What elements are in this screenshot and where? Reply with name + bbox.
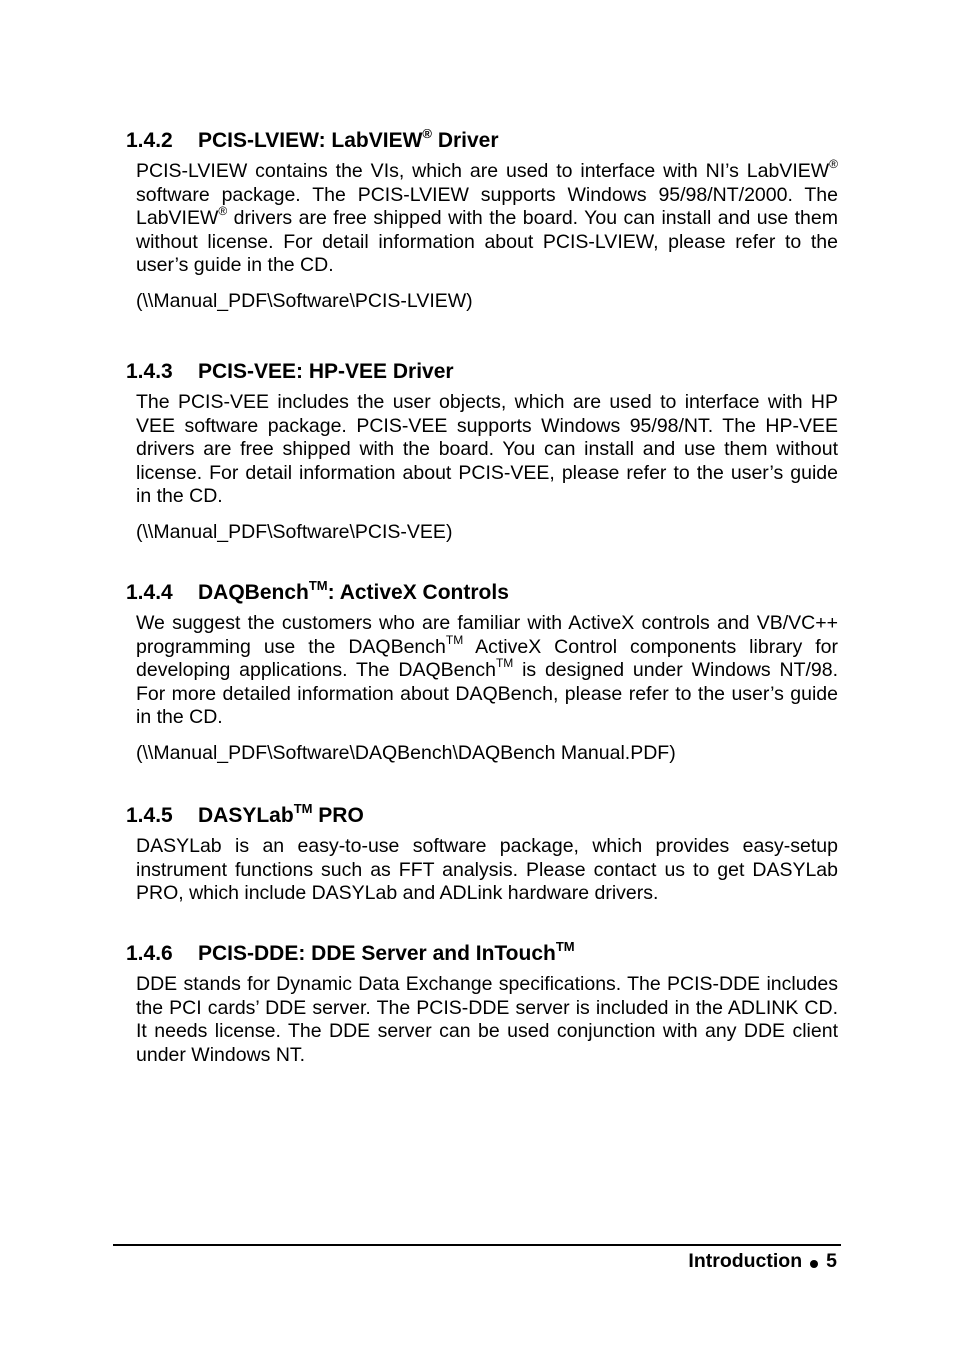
section-body: DDE stands for Dynamic Data Exchange specifications. The PCIS-DDE includes the PCI cards’ DDE server. The PCIS-DDE server is included in the ADLINK CD. It needs license. The DDE server can be used conjunction with any DDE client under Windows NT. (136, 973, 838, 1066)
section-title: PCIS-VEE: HP-VEE Driver (198, 360, 454, 383)
section-heading (126, 128, 838, 154)
section-number: 1.4.4 (126, 581, 173, 604)
section-heading (126, 359, 838, 385)
section-pcis-lview (126, 128, 838, 313)
section-number: 1.4.3 (126, 360, 173, 383)
footer-rule (113, 1244, 841, 1246)
section-body: The PCIS-VEE includes the user objects, which are used to interface with HP VEE software package. PCIS-VEE supports Windows 95/98/NT. The HP-VEE drivers are free shipped with the board. You can install and use them without license. For detail information about PCIS-VEE, please refer to the user’s guide in the CD. (136, 391, 838, 507)
section-title: DASYLab™ PRO (198, 801, 364, 827)
section-title: PCIS-LVIEW: LabVIEW® Driver (198, 126, 499, 152)
page-number: 5 (826, 1250, 837, 1272)
cd-path: (\\Manual_PDF\Software\PCIS-LVIEW) (136, 289, 473, 312)
section-pcis-vee (126, 359, 838, 544)
section-body: PCIS-LVIEW contains the VIs, which are used to interface with NI’s LabVIEW® software package. The PCIS-LVIEW supports Windows 95/98/NT/2000. The LabVIEW® drivers are free shipped with the board. You can install and use them without license. For detail information about PCIS-LVIEW, please refer to the user’s guide in the CD. (136, 157, 838, 276)
section-number: 1.4.5 (126, 804, 173, 827)
bullet-dot-icon (810, 1260, 818, 1268)
trademark-mark: TM (308, 578, 328, 593)
section-dasylab (126, 803, 838, 906)
section-heading (126, 580, 838, 606)
page-footer (688, 1249, 837, 1273)
section-pcis-dde (126, 941, 838, 1067)
section-title: DAQBench™: ActiveX Controls (198, 578, 509, 604)
footer-chapter: Introduction (688, 1250, 803, 1272)
section-body: We suggest the customers who are familiar with ActiveX controls and VB/VC++ programming use the DAQBench™ ActiveX Control components library for developing applications. The DAQBench™ is designed under Windows NT/98. For more detailed information about DAQBench, please refer to the user’s guide in the CD. (136, 612, 838, 728)
section-body: DASYLab is an easy-to-use software package, which provides easy-setup instrument functions such as FFT analysis. Please contact us to get DASYLab PRO, which include DASYLab and ADLink hardware drivers. (136, 835, 838, 904)
section-title: PCIS-DDE: DDE Server and InTouch™ (198, 939, 575, 965)
registered-mark: ® (422, 126, 432, 141)
section-heading (126, 941, 838, 967)
cd-path: (\\Manual_PDF\Software\PCIS-VEE) (136, 520, 453, 543)
cd-path: (\\Manual_PDF\Software\DAQBench\DAQBench Manual.PDF) (136, 741, 676, 764)
trademark-mark: TM (293, 801, 313, 816)
section-daqbench (126, 580, 838, 765)
section-number: 1.4.2 (126, 129, 173, 152)
section-number: 1.4.6 (126, 942, 173, 965)
trademark-mark: TM (555, 939, 575, 954)
section-heading (126, 803, 838, 829)
